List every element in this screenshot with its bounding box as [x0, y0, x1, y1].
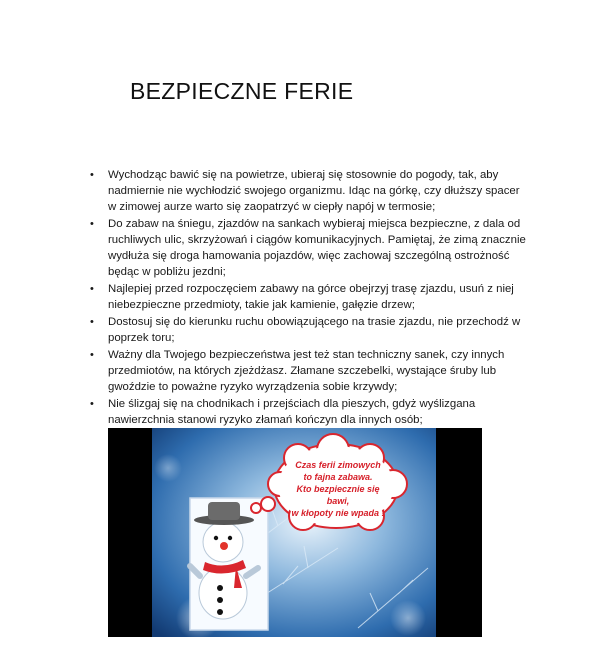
page-title: BEZPIECZNE FERIE — [130, 78, 354, 104]
list-item — [90, 167, 530, 215]
winter-scene-image — [108, 428, 482, 637]
list-item-text: Ważny dla Twojego bezpieczeństwa jest też stan techniczny sanek, czy innych przedmiotów, na których zjeżdżasz. Złamane szczebelki, wystające śruby lub gwoździe to poważne ryzyko wyrządzenia sobie krzywdy; — [108, 349, 505, 393]
list-item-text: Wychodząc bawić się na powietrze, ubieraj się stosownie do pogody, tak, aby nadmiernie nie wychłodzić swojego organizmu. Idąc na górkę, czy dłuższy spacer w zimowej aurze warto się zaopatrzyć w ciepły napój w termosie; — [108, 169, 520, 213]
list-item — [90, 281, 530, 313]
list-item-text: Nie ślizgaj się na chodnikach i przejściach dla pieszych, gdyż wyślizgana nawierzchnia stanowi ryzyko złamań kończyn dla innych osób; — [108, 398, 476, 426]
bullet-icon: • — [90, 398, 94, 410]
bullet-icon: • — [90, 283, 94, 295]
list-item — [90, 216, 530, 280]
snowman-figure — [190, 498, 268, 630]
bubble-text-line: to fajna zabawa. — [303, 472, 373, 482]
bubble-text-line: bawi, — [326, 496, 350, 506]
list-item — [90, 347, 530, 395]
snowman-illustration — [108, 428, 482, 637]
list-item-text: Dostosuj się do kierunku ruchu obowiązującego na trasie zjazdu, nie przechodź w poprzek toru; — [108, 316, 521, 344]
list-item-text: Do zabaw na śniegu, zjazdów na sankach wybieraj miejsca bezpieczne, z dala od ruchliwych ulic, skrzyżowań i ciągów komunikacyjnych. Pamiętaj, że zimą znacznie wydłuża się droga hamowania pojazdów, więc zachowaj szczególną ostrożność będąc w pobliżu jezdni; — [108, 218, 526, 278]
bubble-text-line: w kłopoty nie wpada ! — [291, 508, 385, 518]
bullet-icon: • — [90, 218, 94, 230]
bullet-icon: • — [90, 349, 94, 361]
safety-tips-list — [90, 167, 530, 429]
bubble-text-line: Czas ferii zimowych — [295, 460, 381, 470]
bubble-text-line: Kto bezpiecznie się — [296, 484, 380, 494]
bullet-icon: • — [90, 169, 94, 181]
list-item-text: Najlepiej przed rozpoczęciem zabawy na górce obejrzyj trasę zjazdu, usuń z niej niebezpieczne przedmioty, takie jak kamienie, gałęzie drzew; — [108, 283, 514, 311]
bullet-icon: • — [90, 316, 94, 328]
list-item — [90, 314, 530, 346]
list-item — [90, 396, 530, 428]
